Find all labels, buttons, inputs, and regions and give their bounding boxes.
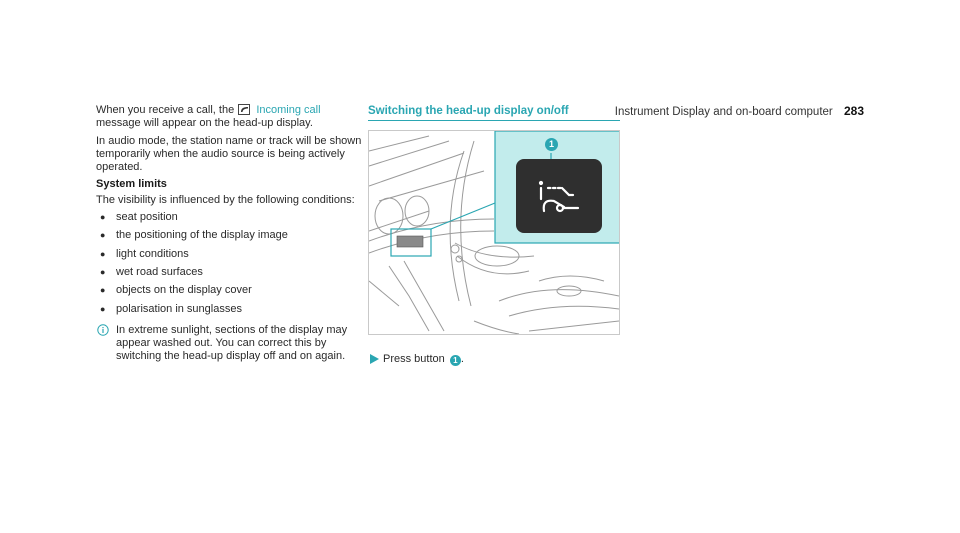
instruction-step (368, 353, 620, 366)
list-item-text: the positioning of the display image (116, 229, 288, 242)
list-item (96, 266, 362, 279)
system-limits-heading: System limits (96, 178, 167, 191)
step-suffix: . (460, 353, 464, 365)
head-up-display-icon (516, 159, 602, 233)
step-text: Press button (383, 353, 445, 365)
title-rule (368, 120, 620, 121)
list-item (96, 284, 362, 297)
bullet-marker: ● (100, 230, 106, 241)
list-item-text: seat position (116, 211, 178, 224)
step-badge: 1 (450, 355, 461, 366)
triangle-right-icon (370, 354, 379, 364)
list-item-text: objects on the display cover (116, 284, 252, 297)
section-name: Instrument Display and on-board computer (614, 106, 833, 118)
limits-list (96, 211, 362, 316)
left-column (96, 104, 362, 364)
incoming-call-label: Incoming call (256, 104, 321, 116)
running-header (615, 104, 864, 118)
hud-button-graphic (516, 159, 602, 233)
bullet-marker: ● (100, 285, 106, 296)
incoming-call-paragraph (96, 104, 362, 131)
list-item (96, 248, 362, 261)
list-item (96, 211, 362, 224)
intro-text: When you receive a call, the (96, 104, 235, 116)
callout-badge: 1 (545, 138, 558, 151)
bullet-marker: ● (100, 266, 106, 277)
right-column (368, 104, 620, 366)
note-text: In extreme sunlight, sections of the display may appear washed out. You can correct this by switching the head-up display off and on again. (116, 323, 348, 363)
page-number: 283 (843, 104, 864, 118)
info-note (96, 324, 362, 364)
audio-paragraph: In audio mode, the station name or track will be shown temporarily when the audio source is being actively operated. (96, 134, 362, 174)
bullet-marker: ● (100, 303, 106, 314)
bullet-marker: ● (100, 212, 106, 223)
bullet-marker: ● (100, 248, 106, 259)
info-icon (97, 324, 109, 336)
list-item-text: wet road surfaces (116, 265, 203, 278)
dashboard-illustration (368, 130, 620, 335)
intro-text-end: message will appear on the head-up display. (96, 117, 313, 130)
section-title: Switching the head-up display on/off (368, 105, 569, 117)
list-item-text: light conditions (116, 247, 189, 260)
list-item (96, 229, 362, 242)
list-item-text: polarisation in sunglasses (116, 302, 242, 315)
list-item (96, 303, 362, 316)
limits-intro: The visibility is influenced by the following conditions: (96, 193, 355, 206)
phone-handset-icon (238, 104, 250, 115)
